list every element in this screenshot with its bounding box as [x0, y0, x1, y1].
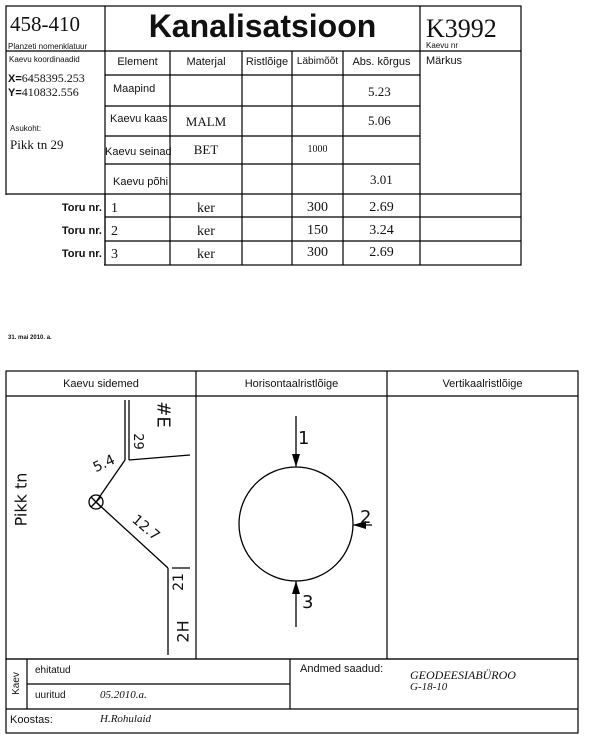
diagram-col-vertical: Vertikaalristlõige [442, 378, 523, 390]
coord-y-value: 410832.556 [21, 85, 79, 99]
diagram-col-horizontal: Horisontaalristlõige [244, 378, 339, 390]
col-header-material: Materjal [186, 56, 226, 68]
coord-x-value: 6458395.253 [21, 71, 85, 85]
pipe-material: ker [197, 247, 215, 262]
pipe-label: Toru nr. [61, 202, 102, 214]
building-label-bottom: 2H [173, 620, 193, 643]
row-diameter: 1000 [307, 144, 328, 155]
diagram-col-links: Kaevu sidemed [63, 378, 139, 390]
distance-label-1: 5.4 [90, 452, 118, 476]
col-header-height: Abs. kõrgus [352, 56, 411, 68]
well-label-vertical: Kaev [10, 672, 22, 695]
col-header-diameter: Läbimõõt [296, 56, 339, 67]
author-value: H.Rohulaid [100, 713, 152, 725]
pipe-number: 2 [111, 224, 118, 239]
row-height: 3.01 [370, 172, 393, 187]
pipe-diameter: 300 [307, 245, 328, 260]
col-header-notes: Märkus [426, 55, 463, 67]
pipe-diameter: 150 [307, 223, 328, 238]
pipe-height: 3.24 [369, 223, 394, 238]
pipe-material: ker [197, 224, 215, 239]
pipe-marker-3: 3 [302, 592, 314, 613]
location-value: Pikk tn 29 [10, 137, 64, 152]
pipe-marker-1: 1 [298, 428, 310, 449]
nomenclature-label: Planzeti nomenklatuur [8, 42, 88, 51]
location-label: Asukoht: [10, 124, 42, 133]
coords-label: Kaevu koordinaadid [9, 55, 80, 64]
row-element: Kaevu seinad [105, 146, 172, 158]
studied-label: uuritud [35, 690, 66, 701]
nomenclature-number: 458-410 [10, 12, 80, 36]
pipe-number: 3 [111, 247, 118, 262]
row-element: Kaevu põhi [113, 176, 169, 188]
studied-value: 05.2010.a. [100, 689, 147, 701]
author-label: Koostas: [10, 714, 53, 726]
street-label: Pikk tn [11, 472, 31, 527]
pipe-number: 1 [111, 201, 118, 216]
pipe-diameter: 300 [307, 200, 328, 215]
pipe-label: Toru nr. [61, 248, 102, 260]
well-number: K3992 [426, 14, 497, 43]
col-header-section: Ristlõige [245, 56, 289, 68]
distance-label-2: 12.7 [128, 511, 163, 545]
pipe-marker-2: 2 [360, 507, 372, 528]
building-label-top: #E [152, 401, 174, 428]
well-number-label: Kaevu nr [426, 41, 459, 50]
pipe-height: 2.69 [369, 200, 394, 215]
source-value: GEODEESIABÜROO [410, 668, 516, 682]
coord-y-label: Y= [8, 87, 22, 99]
coord-x [8, 71, 85, 86]
built-label: ehitatud [35, 665, 71, 676]
page-title: Kanalisatsioon [148, 8, 377, 44]
coord-y [8, 85, 79, 100]
row-height: 5.06 [368, 113, 391, 128]
row-material: BET [193, 142, 219, 157]
row-height: 5.23 [368, 84, 391, 99]
source-sub: G-18-10 [410, 681, 448, 693]
pipe-height: 2.69 [369, 245, 394, 260]
row-element: Kaevu kaas [110, 113, 168, 125]
row-element: Maapind [113, 83, 156, 95]
row-material: MALM [185, 114, 227, 129]
pipe-label: Toru nr. [61, 225, 102, 237]
coord-x-label: X= [8, 73, 22, 85]
building-num-bottom: 21 [170, 573, 187, 591]
building-num-top: 29 [129, 433, 145, 450]
source-label: Andmed saadud: [300, 663, 384, 675]
pipe-material: ker [197, 201, 215, 216]
col-header-element: Element [117, 56, 158, 68]
document-date: 31. mai 2010. a. [8, 335, 52, 341]
